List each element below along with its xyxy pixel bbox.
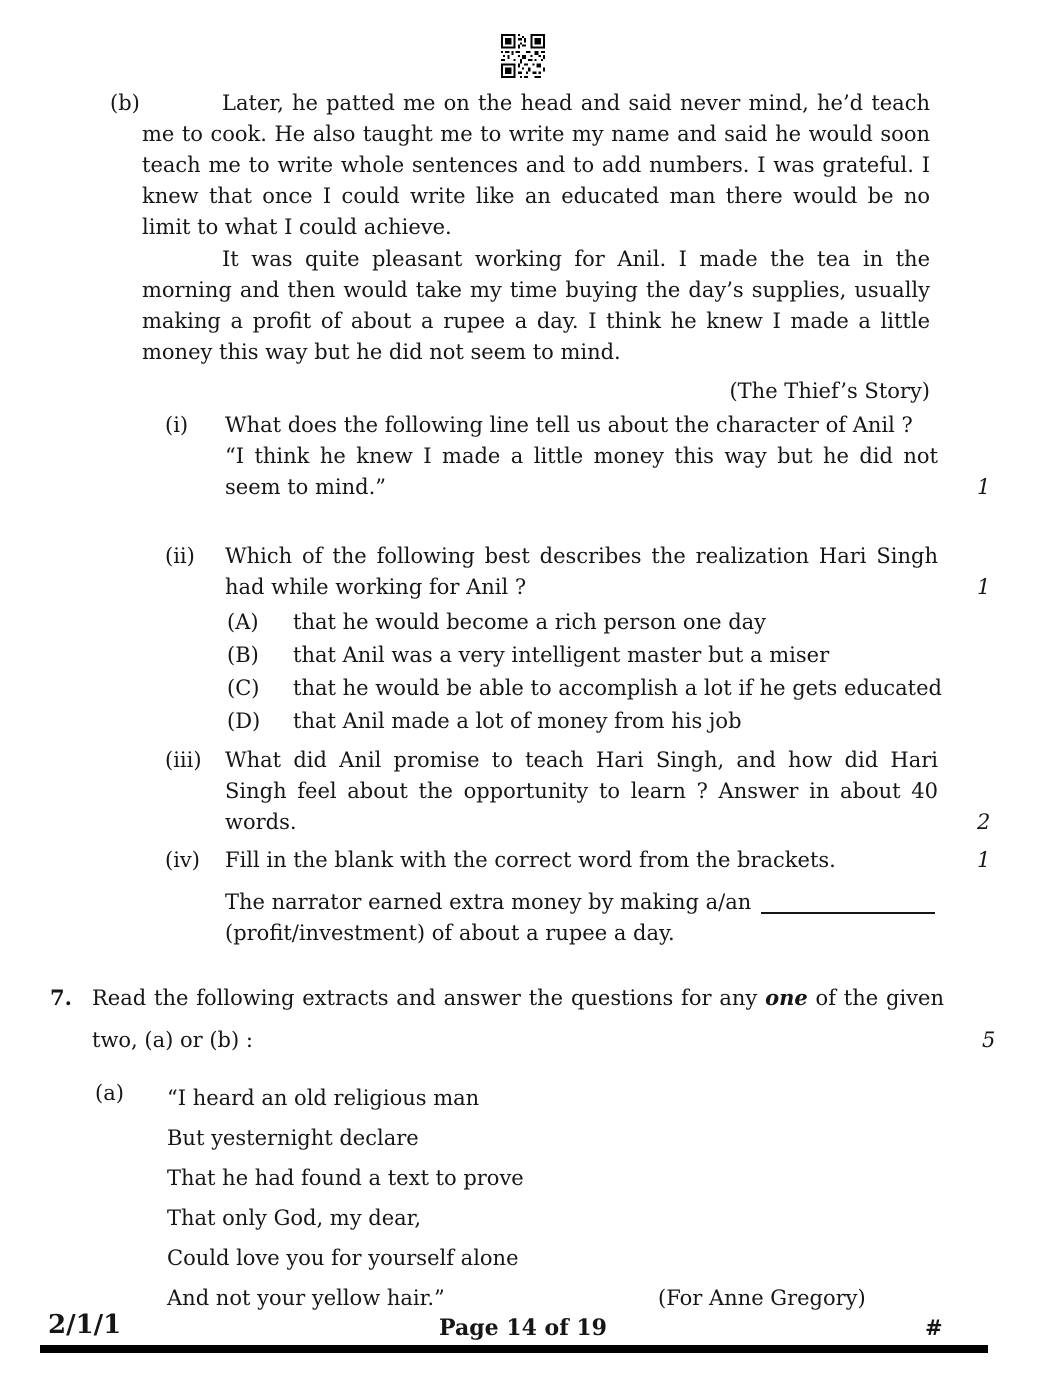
question-body <box>225 541 991 738</box>
option-a <box>227 606 938 639</box>
option-label: (B) <box>227 643 259 667</box>
question-text-content: Fill in the blank with the correct word from the brackets. <box>225 848 836 872</box>
question-text-before: Read the following extracts and answer the questions for any <box>92 986 766 1010</box>
footer-hash-mark: # <box>925 1315 943 1340</box>
extract-label: (a) <box>95 1081 124 1105</box>
question-text <box>92 977 996 1061</box>
footer-paper-code: 2/1/1 <box>48 1310 122 1340</box>
question-iv <box>165 845 995 949</box>
question-body <box>225 745 991 838</box>
question-quote <box>225 441 991 503</box>
marks-value: 1 <box>977 575 991 599</box>
poem-line: That only God, my dear, <box>167 1206 422 1230</box>
option-label: (A) <box>227 610 259 634</box>
question-body <box>225 845 991 949</box>
question-text <box>225 845 991 876</box>
question-label: (iv) <box>165 848 200 872</box>
passage-label: (b) <box>110 91 140 115</box>
marks-value: 1 <box>977 848 991 872</box>
question-i <box>165 410 995 503</box>
question-text <box>225 541 991 603</box>
question-text-content: What did Anil promise to teach Hari Singh, and how did Hari Singh feel about the opportunity to learn ? Answer in about 40 words. <box>225 748 938 834</box>
option-label: (D) <box>227 709 261 733</box>
question-body <box>225 410 991 503</box>
question-text: What does the following line tell us about the character of Anil ? <box>225 413 913 437</box>
passage-b <box>110 88 935 407</box>
footer-rule <box>40 1345 988 1353</box>
passage-text <box>142 88 930 407</box>
option-text: that he would be able to accomplish a lot if he gets educated <box>293 676 942 700</box>
poem-lines <box>167 1078 866 1318</box>
option-text: that he would become a rich person one day <box>293 610 767 634</box>
passage-paragraph-2: It was quite pleasant working for Anil. I made the tea in the morning and then would take my time buying the day’s supplies, usually making a profit of about a rupee a day. I think he knew I made a little money this way but he did not seem to mind. <box>142 247 930 364</box>
option-label: (C) <box>227 676 260 700</box>
footer-page-number: Page 14 of 19 <box>439 1315 607 1341</box>
fill-text-before: The narrator earned extra money by making a/an <box>225 890 752 914</box>
marks-value: 5 <box>982 1028 996 1052</box>
question-text-content: Which of the following best describes the realization Hari Singh had while working for Anil ? <box>225 544 938 599</box>
poem-line: “I heard an old religious man <box>167 1086 480 1110</box>
poem-last-line <box>167 1278 866 1318</box>
question-label: (ii) <box>165 544 195 568</box>
poem-line: Could love you for yourself alone <box>167 1246 519 1270</box>
extract-a <box>95 1078 866 1318</box>
qr-code-icon <box>501 33 545 88</box>
option-text: that Anil was a very intelligent master but a miser <box>293 643 830 667</box>
poem-source: (For Anne Gregory) <box>658 1286 866 1310</box>
fill-line-2: (profit/investment) of about a rupee a day. <box>225 921 675 945</box>
poem-line: That he had found a text to prove <box>167 1166 524 1190</box>
passage-source: (The Thief’s Story) <box>729 379 930 403</box>
question-label: (i) <box>165 413 189 437</box>
option-d <box>227 705 938 738</box>
option-list <box>225 606 942 738</box>
marks-value: 1 <box>977 475 991 499</box>
question-quote-text: “I think he knew I made a little money this way but he did not seem to mind.” <box>225 444 938 499</box>
question-text <box>225 745 991 838</box>
option-b <box>227 639 938 672</box>
poem-line: And not your yellow hair.” <box>167 1286 445 1310</box>
question-emphasis: one <box>765 985 808 1010</box>
fill-line-1 <box>225 887 938 918</box>
question-text-after: of the given two, (a) or (b) : <box>92 986 944 1052</box>
question-iii <box>165 745 995 838</box>
fill-in-blank-sentence <box>225 887 938 949</box>
question-ii <box>165 541 995 738</box>
option-text: that Anil made a lot of money from his job <box>293 709 742 733</box>
marks-value: 2 <box>977 810 991 834</box>
question-label: (iii) <box>165 748 202 772</box>
question-7 <box>50 977 995 1061</box>
fill-blank-line <box>761 883 935 914</box>
passage-paragraph-1: Later, he patted me on the head and said never mind, he’d teach me to cook. He also taught me to write my name and said he would soon teach me to write whole sentences and to add numbers. I was grateful. I knew that once I could write like an educated man there would be no limit to what I could achieve. <box>142 91 930 239</box>
question-number: 7. <box>50 985 72 1010</box>
option-c <box>227 672 942 705</box>
poem-line: But yesternight declare <box>167 1126 419 1150</box>
